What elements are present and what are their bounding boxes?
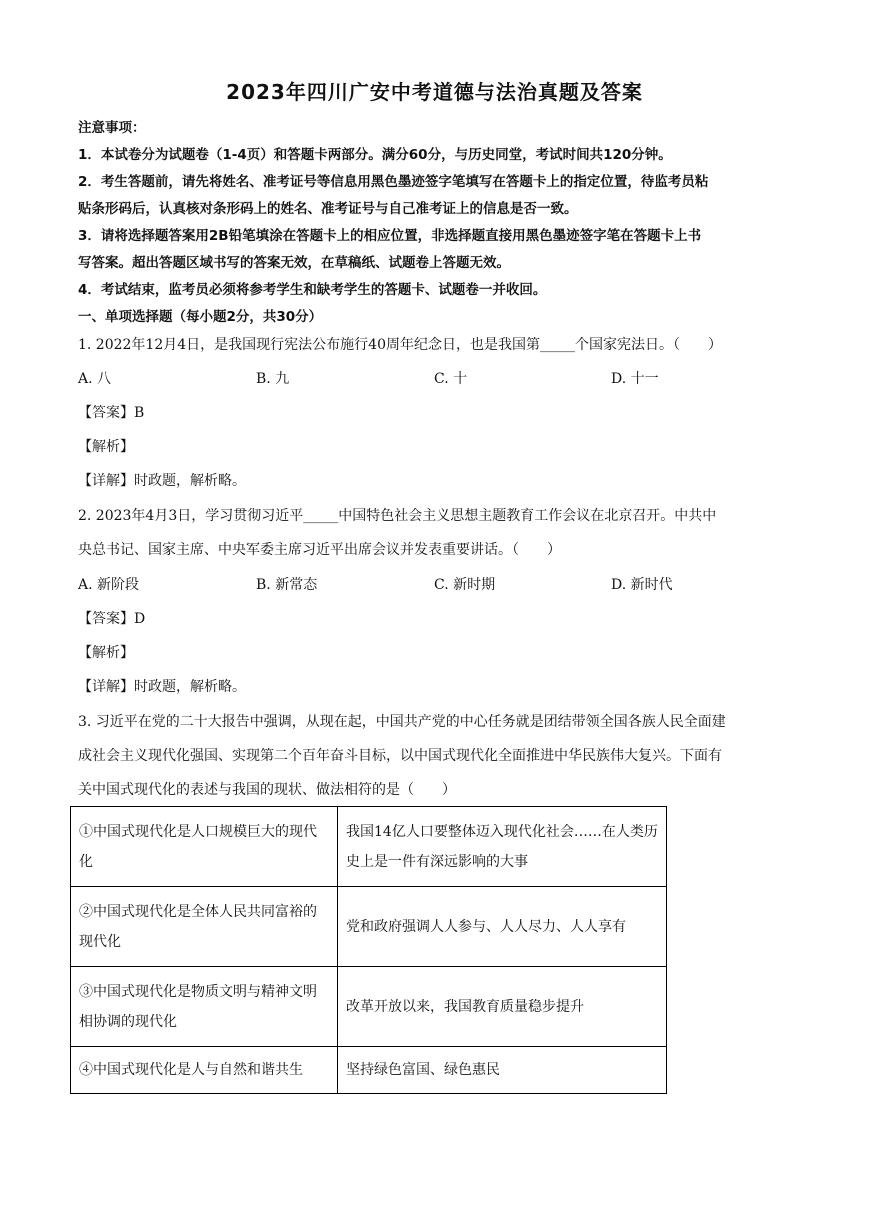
- q2-stem-line2: 央总书记、国家主席、中央军委主席习近平出席会议并发表重要讲话。（ ）: [78, 542, 561, 558]
- table-row: [71, 887, 667, 967]
- q2-option-d: D. 新时代: [611, 577, 673, 593]
- q1-answer: 【答案】B: [78, 405, 145, 421]
- q1-option-c: C. 十: [434, 371, 468, 387]
- q2-option-b: B. 新常态: [256, 577, 318, 593]
- q2-stem-line1: 2. 2023年4月3日，学习贯彻习近平_____中国特色社会主义思想主题教育工作会议在北京召开。中共中: [78, 508, 717, 524]
- q2-analysis: 【解析】: [78, 645, 134, 661]
- q3-stem-line2: 成社会主义现代化强国、实现第二个百年奋斗目标，以中国式现代化全面推进中华民族伟大复兴。下面有: [78, 748, 722, 764]
- page-title: 2023年四川广安中考道德与法治真题及答案: [226, 80, 643, 104]
- table-cell-fact: 我国14亿人口要整体迈入现代化社会……在人类历史上是一件有深远影响的大事: [338, 807, 667, 887]
- table-cell-fact: 坚持绿色富国、绿色惠民: [338, 1047, 667, 1094]
- table-cell-statement: ④中国式现代化是人与自然和谐共生: [71, 1047, 338, 1094]
- notice-item-3-cont: 写答案。超出答题区域书写的答案无效，在草稿纸、试题卷上答题无效。: [78, 255, 510, 271]
- notice-item-4: 4．考试结束，监考员必须将参考学生和缺考学生的答题卡、试题卷一并收回。: [78, 282, 547, 298]
- notice-item-2-cont: 贴条形码后，认真核对条形码上的姓名、准考证号与自己准考证上的信息是否一致。: [78, 201, 578, 217]
- q1-option-d: D. 十一: [611, 371, 659, 387]
- table-row: [71, 967, 667, 1047]
- notice-item-2: 2．考生答题前，请先将姓名、准考证号等信息用黑色墨迹签字笔填写在答题卡上的指定位置，待监考员粘: [78, 174, 709, 190]
- table-row: [71, 807, 667, 887]
- section-heading: 一、单项选择题（每小题2分，共30分）: [78, 309, 323, 325]
- q3-stem-line3: 关中国式现代化的表述与我国的现状、做法相符的是（ ）: [78, 782, 456, 798]
- table-row: [71, 1047, 667, 1094]
- q2-answer: 【答案】D: [78, 611, 146, 627]
- q1-option-b: B. 九: [256, 371, 290, 387]
- q1-detail: 【详解】时政题，解析略。: [78, 473, 246, 489]
- table-cell-statement: ①中国式现代化是人口规模巨大的现代化: [71, 807, 338, 887]
- q2-option-c: C. 新时期: [434, 577, 496, 593]
- q2-option-a: A. 新阶段: [78, 577, 140, 593]
- q2-detail: 【详解】时政题，解析略。: [78, 679, 246, 695]
- notice-heading: 注意事项：: [78, 120, 146, 136]
- table-cell-fact: 党和政府强调人人参与、人人尽力、人人享有: [338, 887, 667, 967]
- notice-item-3: 3．请将选择题答案用2B铅笔填涂在答题卡上的相应位置，非选择题直接用黑色墨迹签字笔在答题卡上书: [78, 228, 702, 244]
- table-cell-fact: 改革开放以来，我国教育质量稳步提升: [338, 967, 667, 1047]
- q1-stem: 1. 2022年12月4日，是我国现行宪法公布施行40周年纪念日，也是我国第_____个国家宪法日。（ ）: [78, 337, 722, 353]
- q3-table: [70, 806, 667, 1094]
- table-cell-statement: ③中国式现代化是物质文明与精神文明相协调的现代化: [71, 967, 338, 1047]
- q1-option-a: A. 八: [78, 371, 112, 387]
- table-cell-statement: ②中国式现代化是全体人民共同富裕的现代化: [71, 887, 338, 967]
- q1-analysis: 【解析】: [78, 439, 134, 455]
- q3-stem-line1: 3. 习近平在党的二十大报告中强调，从现在起，中国共产党的中心任务就是团结带领全国各族人民全面建: [78, 714, 726, 730]
- notice-item-1: 1．本试卷分为试题卷（1-4页）和答题卡两部分。满分60分，与历史同堂，考试时间共120分钟。: [78, 147, 672, 163]
